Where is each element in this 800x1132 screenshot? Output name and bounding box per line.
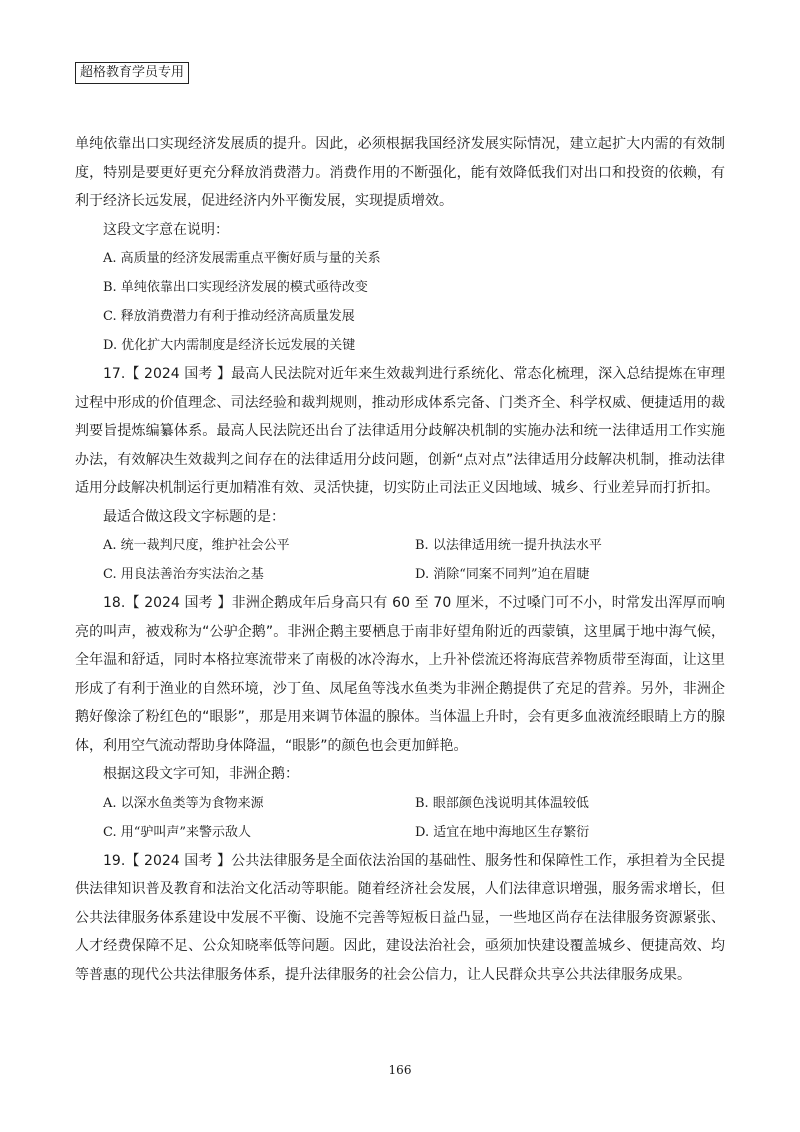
q17-option-d: D. 消除“同案不同判”迫在眉睫 <box>415 567 590 582</box>
q16-option-b: B. 单纯依靠出口实现经济发展的模式亟待改变 <box>103 280 368 295</box>
q17-option-a: A. 统一裁判尺度，维护社会公平 <box>103 538 290 553</box>
q18-option-a: A. 以深水鱼类等为食物来源 <box>103 795 264 811</box>
q17-passage: 17.【 2024 国考 】最高人民法院对近年来生效裁判进行系统化、常态化梳理，深入总结提炼在审理过程中形成的价值理念、司法经验和裁判规则，推动形成体系完备、门类齐全、科学权威、便捷适用的裁判要旨提炼编纂体系。最高人民法院还出台了法律适用分歧解决机制的实施办法和统一法律适用工作实施办法，有效解决生效裁判之间存在的法律适用分歧问题，创新“点对点”法律适用分歧解决机制，推动法律适用分歧解决机制运行更加精准有效、灵活快捷，切实防止司法正义因地域、城乡、行业差异而打折扣。 <box>75 366 725 496</box>
q17-option-b: B. 以法律适用统一提升执法水平 <box>415 538 602 553</box>
q18-options-row-1 <box>75 789 725 818</box>
q18-options-row-2 <box>75 818 725 847</box>
header-label: 超格教育学员专用 <box>75 62 189 84</box>
page-number: 166 <box>388 1063 412 1077</box>
q16-option-c: C. 释放消费潜力有利于推动经济高质量发展 <box>103 309 355 324</box>
q18-option-c: C. 用“驴叫声”来警示敌人 <box>103 824 252 840</box>
q16-prompt: 这段文字意在说明： <box>103 221 229 238</box>
q16-option-a: A. 高质量的经济发展需重点平衡好质与量的关系 <box>103 251 381 266</box>
q18-prompt: 根据这段文字可知，非洲企鹅： <box>103 766 299 782</box>
q16-option-d: D. 优化扩大内需制度是经济长远发展的关键 <box>103 338 356 353</box>
q17-option-c: C. 用良法善治夯实法治之基 <box>103 567 264 582</box>
q18-option-b: B. 眼部颜色浅说明其体温较低 <box>415 795 589 811</box>
q17-options-row-1 <box>75 531 725 560</box>
q18-option-d: D. 适宜在地中海地区生存繁衍 <box>415 824 590 840</box>
q17-prompt: 最适合做这段文字标题的是： <box>103 508 285 525</box>
q18-passage: 18.【 2024 国考 】非洲企鹅成年后身高只有 60 至 70 厘米，不过嗓门可不小，时常发出浑厚而响亮的叫声，被戏称为“公驴企鹅”。非洲企鹅主要栖息于南非好望角附近的西蒙镇，这里属于地中海气候，全年温和舒适，同时本格拉寒流带来了南极的冰冷海水，上升补偿流还将海底营养物质带至海面，让这里形成了有利于渔业的自然环境，沙丁鱼、凤尾鱼等浅水鱼类为非洲企鹅提供了充足的营养。另外，非洲企鹅好像涂了粉红色的“眼影”，那是用来调节体温的腺体。当体温上升时，会有更多血液流经眼睛上方的腺体，利用空气流动帮助身体降温，“眼影”的颜色也会更加鲜艳。 <box>75 595 725 754</box>
q16-passage: 单纯依靠出口实现经济发展质的提升。因此，必须根据我国经济发展实际情况，建立起扩大内需的有效制度，特别是要更好更充分释放消费潜力。消费作用的不断强化，能有效降低我们对出口和投资的依赖，有利于经济长远发展，促进经济内外平衡发展，实现提质增效。 <box>75 136 725 209</box>
page-content <box>75 130 725 989</box>
q17-options-row-2 <box>75 560 725 589</box>
q19-passage: 19.【 2024 国考 】公共法律服务是全面依法治国的基础性、服务性和保障性工作，承担着为全民提供法律知识普及教育和法治文化活动等职能。随着经济社会发展，人们法律意识增强，服务需求增长，但公共法律服务体系建设中发展不平衡、设施不完善等短板日益凸显，一些地区尚存在法律服务资源紧张、人才经费保障不足、公众知晓率低等问题。因此，建设法治社会，亟须加快建设覆盖城乡、便捷高效、均等普惠的现代公共法律服务体系，提升法律服务的社会公信力，让人民群众共享公共法律服务成果。 <box>75 852 725 983</box>
